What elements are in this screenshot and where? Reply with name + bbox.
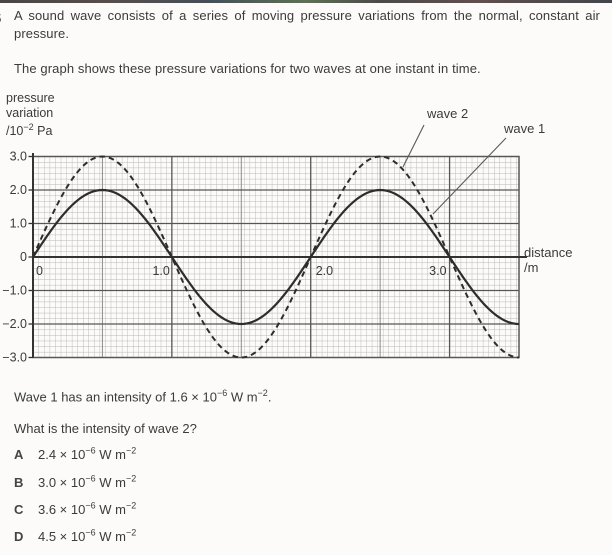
option-A-value: $2.4 \times 10^{-6}$ W $m^{-2}$ [38,446,137,463]
question-paragraph-1-line-2: pressure. [14,26,70,41]
y-axis-title-line-2: variation [6,105,54,120]
y-tick-label: 0 [20,250,27,264]
y-axis-unit: $/10^{-2}$ Pa [6,122,53,139]
y-tick-label: 1.0 [9,216,27,231]
option-D-letter: D [14,529,24,545]
question-paragraph-1-line-1: A sound wave consists of a series of moving pressure variations from the normal, constant air [14,8,600,23]
option-C-value: $3.6 \times 10^{-6}$ W $m^{-2}$ [38,501,137,518]
x-tick-label: 1.0 [152,264,170,278]
x-tick-label: 3.0 [429,264,447,278]
question-paragraph-2: The graph shows these pressure variations for two waves at one instant in time. [14,61,481,76]
option-B[interactable] [14,474,136,492]
option-B-letter: B [14,475,24,491]
option-D-value: $4.5 \times 10^{-6}$ W $m^{-2}$ [38,528,137,545]
y-tick-label: −2.0 [2,317,27,331]
x-axis-title [524,245,572,275]
x-tick-label: 0 [36,264,43,278]
option-A-letter: A [14,447,24,463]
question-prompt: What is the intensity of wave 2? [14,421,197,436]
x-axis-title-line-2: /m [524,260,539,275]
y-tick-label: 3.0 [9,149,27,164]
x-tick-label: 2.0 [315,264,334,278]
y-tick-label: −3.0 [2,350,27,365]
wave-1-label: wave 1 [504,121,546,136]
y-axis-title-line-1: pressure [6,91,55,105]
x-axis-title-line-1: distance [524,245,573,260]
y-tick-label: −1.0 [2,283,27,298]
option-B-value: $3.0 \times 10^{-6}$ W $m^{-2}$ [38,474,137,491]
wave-2-label: wave 2 [427,106,469,121]
intensity-statement: Wave 1 has an intensity of $1.6 \times 10^{-6}$ W $m^{-2}$. [14,388,272,405]
y-tick-label: 2.0 [9,183,27,197]
option-A[interactable] [14,446,136,464]
option-C-letter: C [14,502,24,518]
option-C[interactable] [14,501,136,519]
option-D[interactable] [14,528,136,546]
